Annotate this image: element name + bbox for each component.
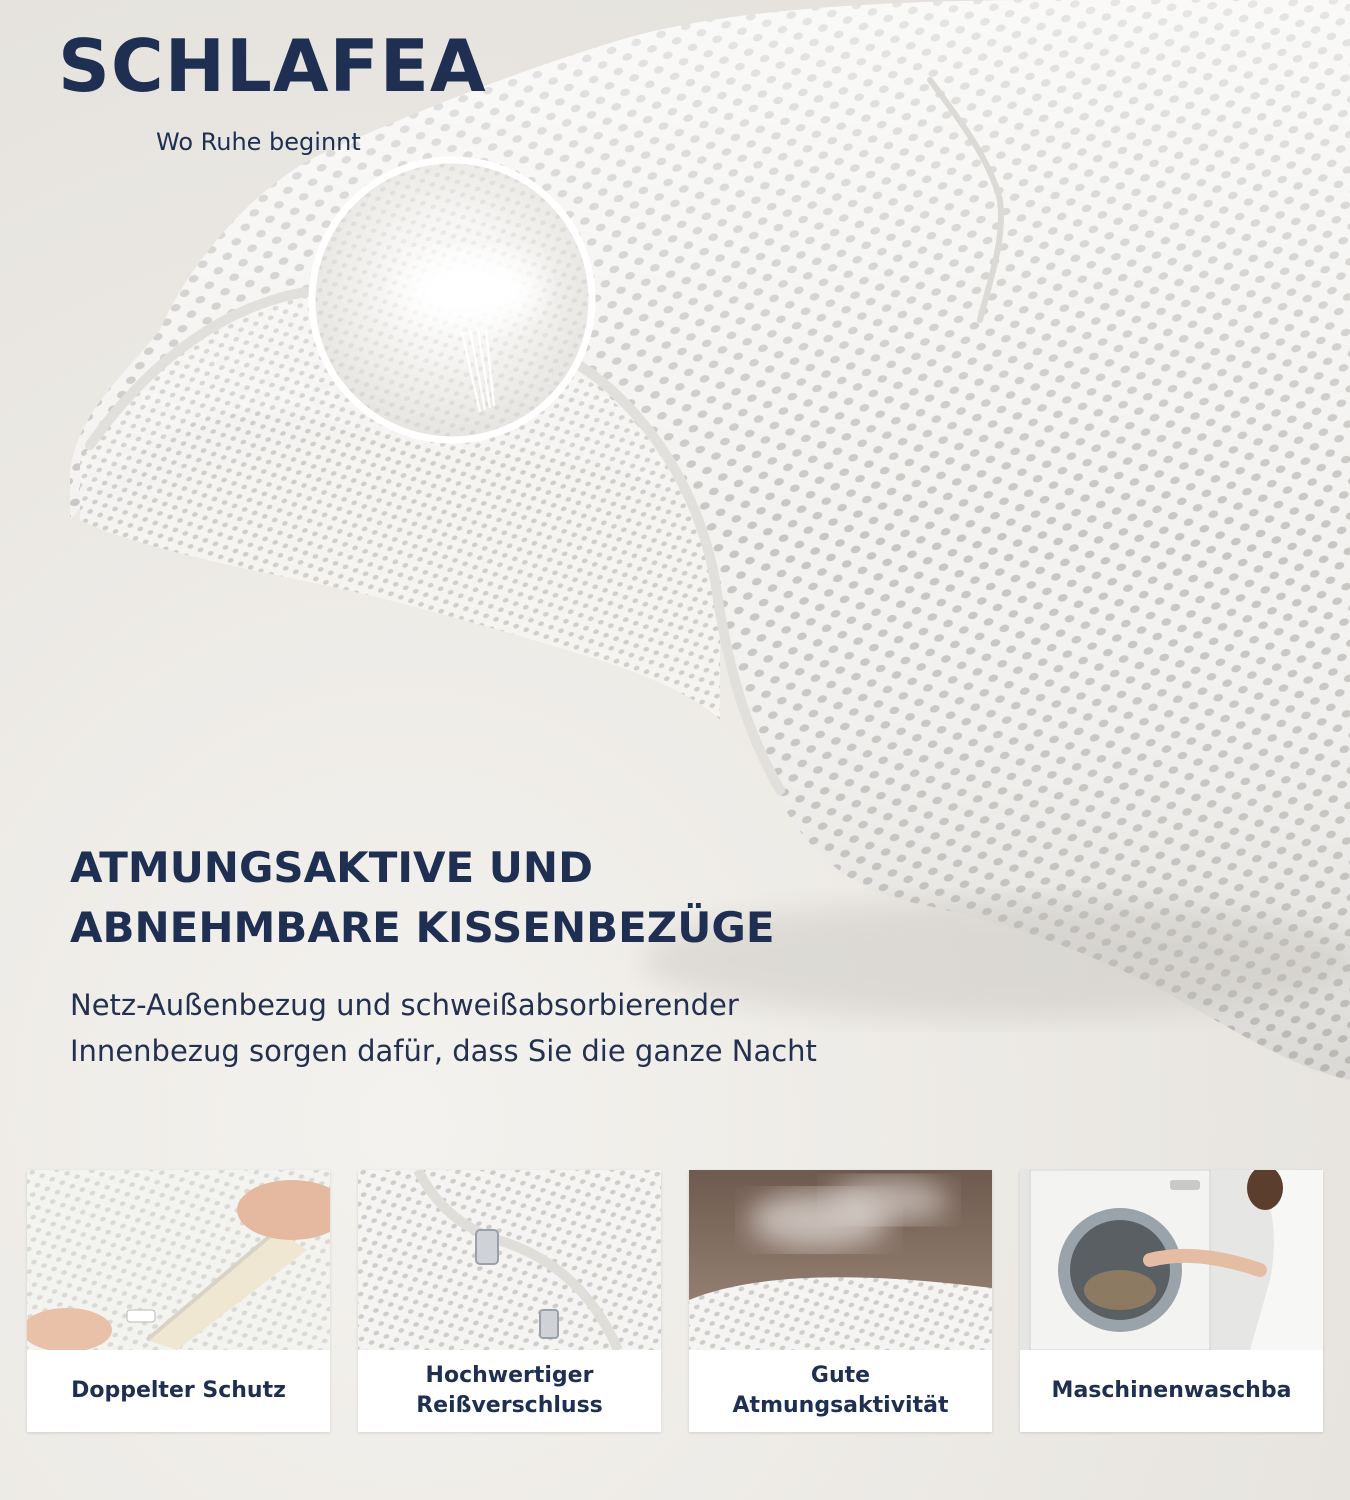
steam-pillow-photo-icon	[689, 1170, 992, 1350]
washing-machine-photo-icon	[1020, 1170, 1323, 1350]
brand-tagline: Wo Ruhe beginnt	[156, 128, 361, 156]
feature-card-machine-washable	[1020, 1170, 1323, 1432]
brand-logo: SCHLAFEA	[58, 24, 487, 108]
page-title	[70, 838, 970, 958]
headline-line-2: ABNEHMBARE KISSENBEZÜGE	[70, 903, 775, 952]
feature-label: Maschinenwaschba	[1051, 1378, 1292, 1403]
zipper-pull-photo-icon	[358, 1170, 661, 1350]
headline-line-1: ATMUNGSAKTIVE UND	[70, 843, 593, 892]
feature-label: Gute Atmungsaktivität	[732, 1363, 949, 1418]
feature-cards	[27, 1170, 1323, 1432]
feature-label: Doppelter Schutz	[71, 1378, 286, 1403]
feature-label: Hochwertiger Reißverschluss	[416, 1363, 603, 1418]
feature-card-double-protection	[27, 1170, 330, 1432]
description-line-2: Innenbezug sorgen dafür, dass Sie die ganze Nacht	[70, 1034, 817, 1068]
description	[70, 982, 1070, 1074]
feature-card-zipper	[358, 1170, 661, 1432]
description-line-1: Netz-Außenbezug und schweißabsorbierender	[70, 988, 739, 1022]
zipper-open-photo-icon	[27, 1170, 330, 1350]
feature-card-breathability	[689, 1170, 992, 1432]
